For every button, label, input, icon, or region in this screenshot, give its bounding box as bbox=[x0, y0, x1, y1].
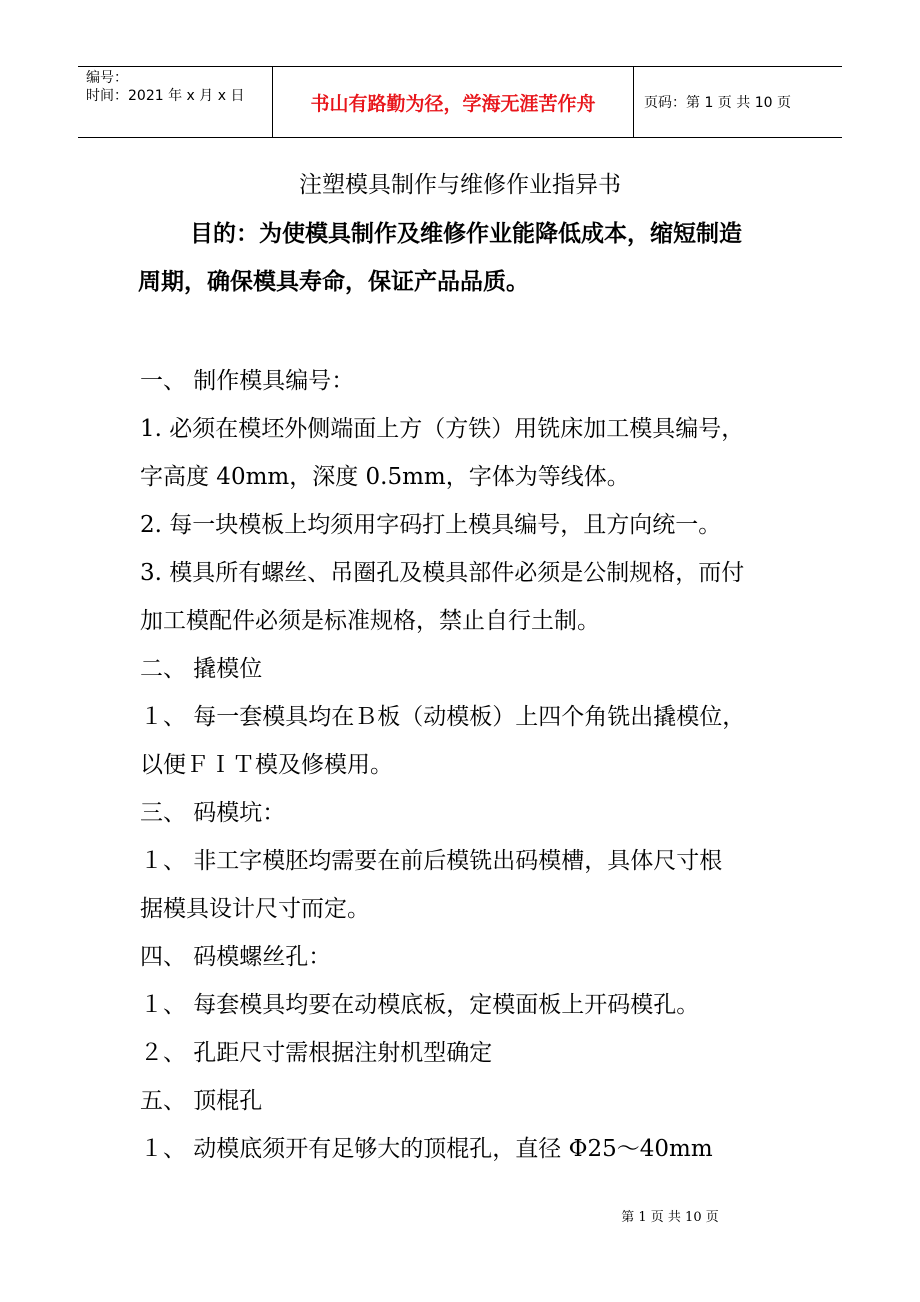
page-footer: 第 1 页 共 10 页 bbox=[621, 1210, 719, 1225]
purpose-paragraph bbox=[138, 210, 798, 306]
body-line: 字高度 40mm，深度 0.5mm，字体为等线体。 bbox=[140, 464, 630, 490]
body-line: １、 非工字模胚均需要在前后模铣出码模槽，具体尺寸根 bbox=[140, 848, 723, 874]
doc-number-label: 编号： bbox=[86, 70, 128, 86]
body-line: 据模具设计尺寸而定。 bbox=[140, 896, 370, 922]
section-heading: 四、 码模螺丝孔： bbox=[140, 944, 332, 970]
body-line: 3. 模具所有螺丝、吊圈孔及模具部件必须是公制规格，而付 bbox=[140, 560, 745, 586]
body-line: 以便ＦＩＴ模及修模用。 bbox=[140, 752, 393, 778]
section-heading: 三、 码模坑： bbox=[140, 800, 286, 826]
body-line: １、 每一套模具均在Ｂ板（动模板）上四个角铣出撬模位， bbox=[140, 704, 746, 730]
purpose-line-2: 周期，确保模具寿命，保证产品品质。 bbox=[138, 269, 529, 295]
body-line: 加工模配件必须是标准规格，禁止自行土制。 bbox=[140, 608, 600, 634]
body-line: １、 动模底须开有足够大的顶棍孔，直径 Φ25～40mm bbox=[140, 1136, 713, 1162]
page-header bbox=[78, 66, 842, 138]
purpose-line-1: 目的：为使模具制作及维修作业能降低成本，缩短制造 bbox=[190, 221, 742, 247]
header-slogan: 书山有路勤为径，学海无涯苦作舟 bbox=[272, 67, 634, 137]
body-line: ２、 孔距尺寸需根据注射机型确定 bbox=[140, 1040, 493, 1066]
header-page-info: 页码：第 1 页 共 10 页 bbox=[644, 95, 791, 111]
section-heading: 五、 顶棍孔 bbox=[140, 1088, 263, 1114]
body-line: １、 每套模具均要在动模底板，定模面板上开码模孔。 bbox=[140, 992, 700, 1018]
section-heading: 一、 制作模具编号： bbox=[140, 368, 355, 394]
doc-time-label: 时间：2021 年 x 月 x 日 bbox=[86, 88, 245, 104]
section-heading: 二、 撬模位 bbox=[140, 656, 263, 682]
document-title: 注塑模具制作与维修作业指异书 bbox=[299, 172, 621, 198]
header-meta bbox=[78, 67, 272, 137]
body-line: 1. 必须在模坯外侧端面上方（方铁）用铣床加工模具编号， bbox=[140, 416, 745, 442]
body-line: 2. 每一块模板上均须用字码打上模具编号，且方向统一。 bbox=[140, 512, 722, 538]
